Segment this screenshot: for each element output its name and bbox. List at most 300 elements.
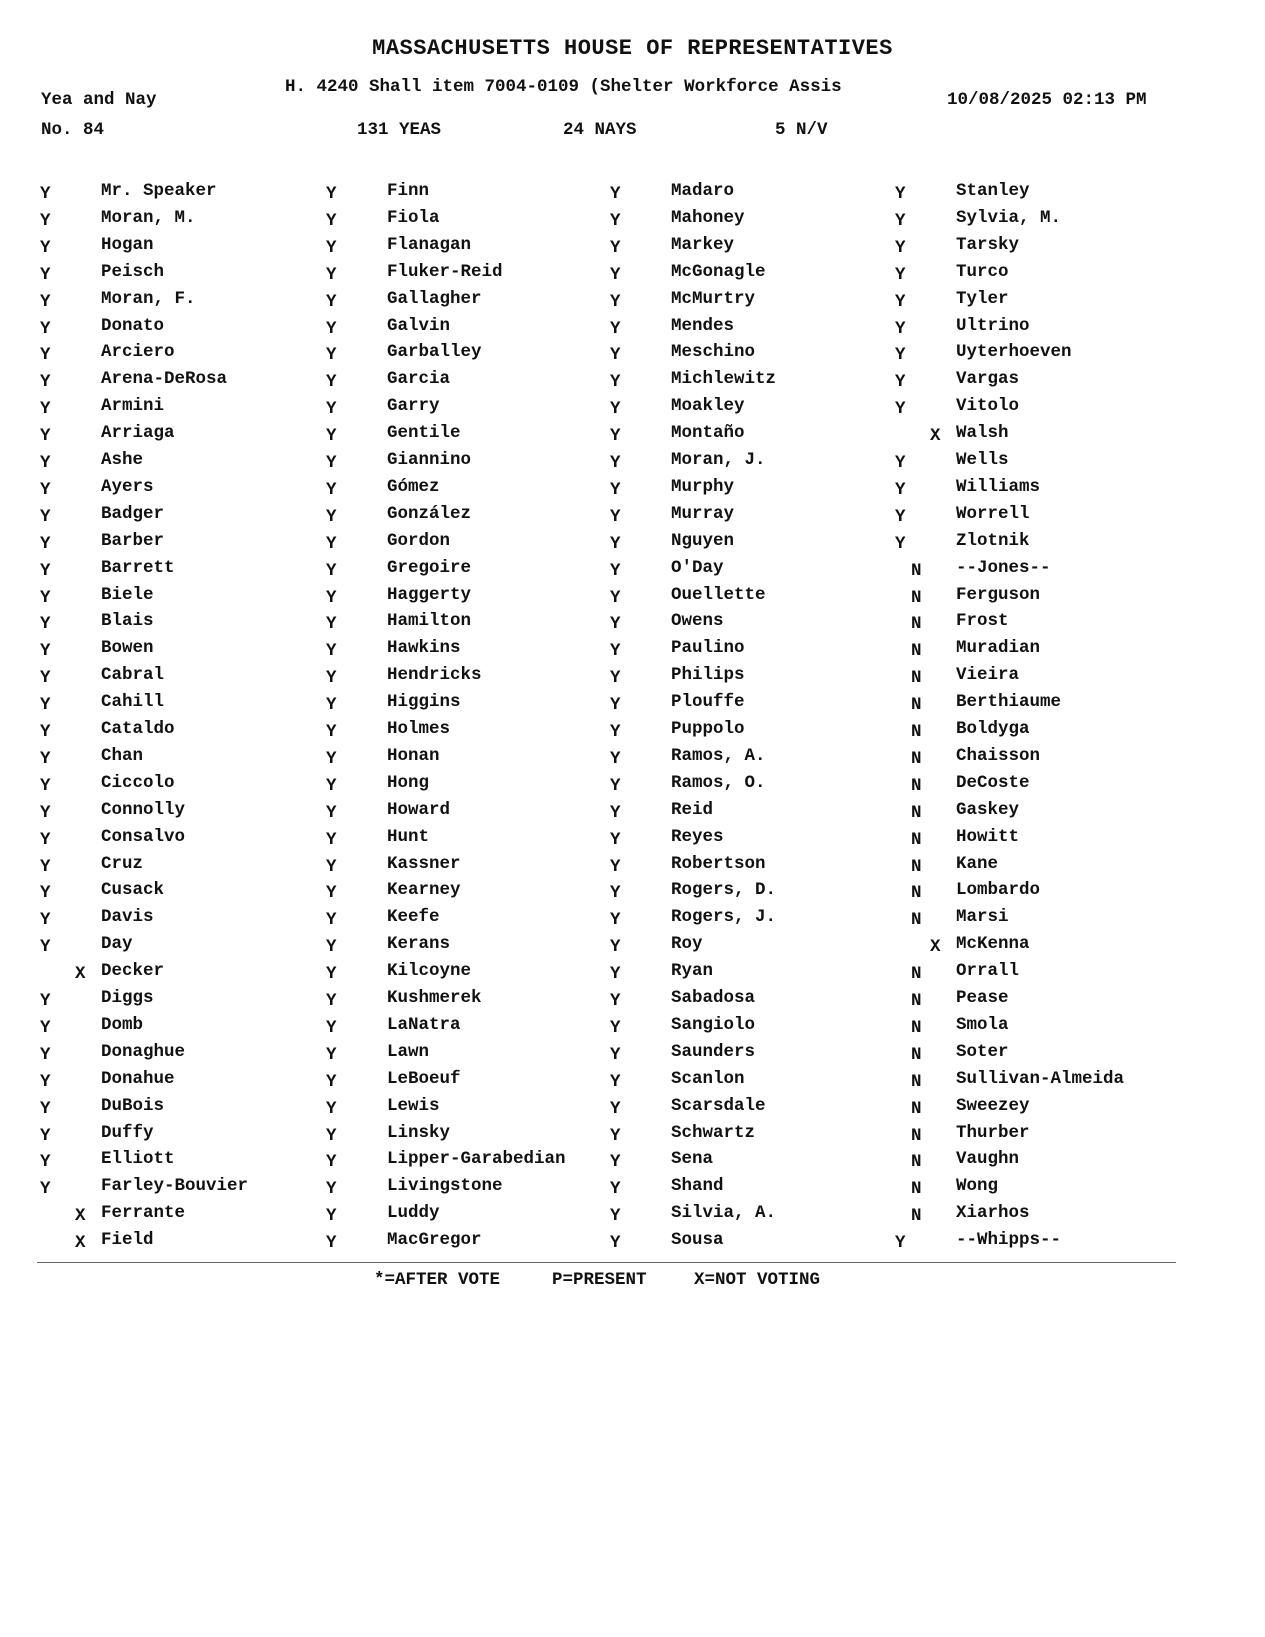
member-name: McKenna [956,934,1030,955]
member-name: Sousa [671,1230,724,1251]
member-name: Haggerty [387,584,472,605]
member-name: Diggs [101,988,154,1008]
vote-mark: Y [40,533,51,554]
member-name: Smola [956,1014,1009,1035]
vote-mark: Y [895,1233,906,1254]
vote-mark: Y [326,668,337,689]
roll-call-number: No. 84 [41,120,105,140]
vote-mark: N [911,1206,922,1227]
vote-mark: Y [40,614,51,635]
member-name: Armini [101,396,165,417]
vote-mark: Y [610,1206,621,1227]
vote-mark: N [911,560,922,581]
vote-mark: Y [40,1125,51,1146]
member-name: Muradian [956,638,1041,659]
member-name: Madaro [671,181,735,201]
vote-mark: Y [610,883,621,904]
member-name: Elliott [101,1149,175,1170]
vote-mark: Y [895,345,906,366]
vote-mark: Y [895,533,906,554]
vote-mark: N [911,1098,922,1119]
member-name: Sweezey [956,1095,1030,1116]
vote-mark: N [911,722,922,742]
vote-mark: Y [326,210,337,231]
member-name: Roy [671,934,703,955]
member-name: Biele [101,584,154,605]
member-name: Wong [956,1176,999,1197]
member-name: Blais [101,611,154,632]
vote-mark: Y [610,264,621,285]
member-name: Ramos, A. [671,745,766,766]
member-name: Ferguson [956,584,1041,605]
vote-mark: Y [326,318,337,339]
vote-mark: Y [40,237,51,258]
member-name: Sullivan-Almeida [956,1068,1125,1089]
member-name: Garcia [387,369,451,390]
motion-description: H. 4240 Shall item 7004-0109 (Shelter Workforce Assis [285,77,842,97]
member-name: Honan [387,745,440,766]
vote-mark: N [911,1044,922,1065]
member-name: Worrell [956,503,1030,524]
vote-mark: Y [326,937,337,958]
vote-mark: Y [326,372,337,393]
vote-mark: Y [326,856,337,877]
member-name: Hamilton [387,611,472,632]
member-name: Flanagan [387,234,472,255]
member-name: Hong [387,772,430,793]
vote-mark: N [911,1071,922,1092]
member-name: Mendes [671,315,735,336]
legend-not-voting: X=NOT VOTING [694,1270,821,1290]
member-name: Peisch [101,261,165,282]
member-name: Kerans [387,934,451,955]
member-name: Kassner [387,853,461,874]
member-name: Domb [101,1014,144,1035]
vote-mark: Y [610,1044,621,1065]
vote-mark: Y [326,345,337,366]
member-name: McGonagle [671,261,766,282]
vote-mark: Y [40,560,51,581]
member-name: Moran, M. [101,207,196,228]
vote-mark: Y [40,587,51,608]
member-name: Moakley [671,396,745,417]
vote-mark: Y [40,856,51,877]
member-name: Ashe [101,450,144,470]
vote-mark: Y [326,1125,337,1146]
member-name: Day [101,934,133,955]
vote-mark: Y [610,991,621,1011]
vote-mark: Y [326,641,337,662]
member-name: Keefe [387,907,440,928]
vote-mark: Y [326,291,337,312]
vote-mark: N [911,775,922,796]
vote-mark: Y [326,829,337,850]
member-name: Schwartz [671,1122,756,1143]
vote-mark: Y [610,964,621,985]
member-name: Connolly [101,799,186,820]
vote-mark: Y [610,506,621,527]
vote-mark: Y [40,210,51,231]
vote-mark: Y [326,184,337,204]
member-name: Howitt [956,826,1020,847]
vote-mark: N [911,695,922,716]
member-name: DeCoste [956,772,1030,793]
member-name: Bowen [101,638,154,659]
member-name: Cataldo [101,719,175,739]
member-name: Ferrante [101,1203,186,1224]
member-name: Donaghue [101,1041,186,1062]
vote-mark: Y [326,1071,337,1092]
vote-mark: Y [326,399,337,420]
vote-mark: Y [326,1206,337,1227]
vote-mark: N [911,614,922,635]
vote-mark: Y [40,184,51,204]
vote-mark: Y [610,426,621,447]
member-name: Fluker-Reid [387,261,503,282]
member-name: Sabadosa [671,988,756,1008]
member-name: McMurtry [671,288,756,309]
vote-mark: N [911,991,922,1011]
member-name: Sena [671,1149,714,1170]
vote-mark: Y [40,883,51,904]
vote-mark: N [911,802,922,823]
vote-mark: Y [40,291,51,312]
member-name: Gómez [387,476,440,497]
member-name: Gregoire [387,557,472,578]
member-name: Williams [956,476,1041,497]
member-name: Boldyga [956,719,1030,739]
member-name: Donahue [101,1068,175,1089]
member-name: Soter [956,1041,1009,1062]
member-name: Walsh [956,423,1009,444]
member-name: --Jones-- [956,557,1051,578]
member-name: Lawn [387,1041,430,1062]
vote-mark: Y [40,668,51,689]
vote-mark: Y [326,264,337,285]
vote-mark: Y [40,695,51,716]
not-voting-count: 5 N/V [775,120,828,140]
vote-mark: Y [326,991,337,1011]
member-name: Arriaga [101,423,175,444]
vote-mark: Y [40,479,51,500]
member-name: Moran, F. [101,288,196,309]
vote-mark: N [911,1152,922,1173]
member-name: Barrett [101,557,175,578]
vote-mark: Y [610,318,621,339]
member-name: Kushmerek [387,988,482,1008]
member-name: Barber [101,530,165,551]
vote-mark: Y [610,910,621,931]
member-name: Badger [101,503,165,524]
member-name: Arciero [101,342,175,363]
yeas-count: 131 YEAS [357,120,442,140]
member-name: Livingstone [387,1176,503,1197]
vote-mark: Y [40,506,51,527]
vote-mark: Y [326,1152,337,1173]
vote-mark: N [911,641,922,662]
vote-mark: Y [610,802,621,823]
member-name: Gallagher [387,288,482,309]
member-name: Berthiaume [956,692,1062,713]
member-name: Hendricks [387,665,482,686]
vote-mark: Y [40,775,51,796]
vote-mark: X [930,937,941,958]
member-name: Orrall [956,961,1020,982]
member-name: Duffy [101,1122,154,1143]
member-name: Vargas [956,369,1020,390]
vote-mark: Y [326,587,337,608]
vote-mark: Y [610,587,621,608]
member-name: Kearney [387,880,461,901]
member-name: Murphy [671,476,735,497]
member-name: Ryan [671,961,714,982]
vote-mark: Y [895,399,906,420]
vote-mark: Y [610,668,621,689]
member-name: Hogan [101,234,154,255]
vote-mark: Y [326,237,337,258]
member-name: Plouffe [671,692,745,713]
vote-mark: Y [40,1098,51,1119]
vote-mark: Y [326,722,337,742]
vote-mark: Y [326,506,337,527]
member-name: Robertson [671,853,766,874]
member-name: Thurber [956,1122,1030,1143]
member-name: Scarsdale [671,1095,766,1116]
vote-mark: Y [895,210,906,231]
footer-divider [37,1262,1176,1263]
vote-mark: X [75,964,86,985]
member-name: Finn [387,181,430,201]
vote-mark: Y [895,318,906,339]
member-name: Nguyen [671,530,735,551]
vote-mark: Y [895,372,906,393]
member-name: Sangiolo [671,1014,756,1035]
vote-mark: N [911,587,922,608]
member-name: Cusack [101,880,165,901]
vote-mark: Y [326,1233,337,1254]
member-name: Wells [956,450,1009,470]
member-name: Owens [671,611,724,632]
vote-mark: Y [610,695,621,716]
member-name: Consalvo [101,826,186,847]
vote-mark: Y [40,264,51,285]
member-name: Decker [101,961,165,982]
member-name: Xiarhos [956,1203,1030,1224]
member-name: Donato [101,315,165,336]
vote-mark: Y [895,237,906,258]
vote-mark: X [75,1206,86,1227]
vote-mark: N [911,1125,922,1146]
member-name: Sylvia, M. [956,207,1062,228]
vote-mark: Y [610,479,621,500]
member-name: Galvin [387,315,451,336]
vote-mark: Y [610,533,621,554]
member-name: Higgins [387,692,461,713]
vote-mark: N [911,1179,922,1200]
document-title: MASSACHUSETTS HOUSE OF REPRESENTATIVES [372,36,893,61]
member-name: Chan [101,745,144,766]
member-name: Marsi [956,907,1009,928]
member-name: Linsky [387,1122,451,1143]
member-name: Farley-Bouvier [101,1176,249,1197]
vote-mark: Y [610,1098,621,1119]
vote-datetime: 10/08/2025 02:13 PM [947,90,1147,110]
vote-mark: Y [610,856,621,877]
vote-mark: Y [610,614,621,635]
vote-mark: Y [895,291,906,312]
vote-mark: Y [326,910,337,931]
member-name: Gaskey [956,799,1020,820]
vote-mark: Y [326,426,337,447]
member-name: Vieira [956,665,1020,686]
member-name: Shand [671,1176,724,1197]
vote-mark: Y [40,345,51,366]
legend-after-vote: *=AFTER VOTE [374,1270,501,1290]
vote-mark: Y [326,695,337,716]
vote-mark: Y [40,426,51,447]
vote-mark: Y [326,964,337,985]
vote-mark: Y [610,291,621,312]
member-name: Field [101,1230,154,1251]
vote-mark: Y [40,937,51,958]
vote-mark: Y [610,237,621,258]
vote-mark: Y [610,184,621,204]
member-name: Gentile [387,423,461,444]
member-name: Howard [387,799,451,820]
member-name: Cruz [101,853,144,874]
member-name: Murray [671,503,735,524]
member-name: Stanley [956,181,1030,201]
vote-mark: Y [326,1044,337,1065]
vote-mark: Y [40,1017,51,1038]
member-name: Puppolo [671,719,745,739]
member-name: Davis [101,907,154,928]
member-name: Lewis [387,1095,440,1116]
vote-mark: Y [40,722,51,742]
member-name: Turco [956,261,1009,282]
vote-mark: Y [40,910,51,931]
vote-mark: N [911,856,922,877]
vote-mark: Y [40,318,51,339]
member-name: Reid [671,799,714,820]
vote-mark: Y [326,1017,337,1038]
member-name: Pease [956,988,1009,1008]
member-name: González [387,503,472,524]
vote-mark: Y [40,991,51,1011]
member-name: Moran, J. [671,450,766,470]
member-name: LaNatra [387,1014,461,1035]
member-name: LeBoeuf [387,1068,461,1089]
member-name: Frost [956,611,1009,632]
vote-mark: Y [326,1098,337,1119]
vote-mark: N [911,748,922,769]
vote-mark: Y [895,453,906,473]
member-name: Ciccolo [101,772,175,793]
vote-mark: Y [40,1152,51,1173]
member-name: Vaughn [956,1149,1020,1170]
vote-mark: N [911,1017,922,1038]
vote-mark: Y [40,748,51,769]
member-name: Tarsky [956,234,1020,255]
member-name: Ultrino [956,315,1030,336]
member-name: Saunders [671,1041,756,1062]
vote-mark: Y [610,560,621,581]
member-name: Lombardo [956,880,1041,901]
vote-mark: Y [895,506,906,527]
member-name: Markey [671,234,735,255]
vote-type: Yea and Nay [41,90,157,110]
member-name: Reyes [671,826,724,847]
member-name: Kane [956,853,999,874]
vote-mark: Y [895,184,906,204]
member-name: Garballey [387,342,482,363]
member-name: Meschino [671,342,756,363]
member-name: Giannino [387,450,472,470]
member-name: Rogers, J. [671,907,777,928]
member-name: Philips [671,665,745,686]
vote-mark: N [911,910,922,931]
member-name: Michlewitz [671,369,777,390]
vote-mark: Y [610,1179,621,1200]
member-name: Mahoney [671,207,745,228]
vote-mark: Y [610,372,621,393]
member-name: Ayers [101,476,154,497]
vote-mark: Y [40,641,51,662]
member-name: Mr. Speaker [101,181,217,201]
vote-mark: Y [40,802,51,823]
vote-mark: Y [40,1179,51,1200]
vote-mark: Y [326,560,337,581]
legend-present: P=PRESENT [552,1270,647,1290]
vote-mark: N [911,964,922,985]
vote-mark: Y [610,722,621,742]
vote-mark: Y [40,453,51,473]
member-name: Ouellette [671,584,766,605]
vote-mark: Y [610,829,621,850]
nays-count: 24 NAYS [563,120,637,140]
member-name: Rogers, D. [671,880,777,901]
vote-mark: X [75,1233,86,1254]
member-name: Kilcoyne [387,961,472,982]
vote-mark: Y [326,614,337,635]
vote-mark: N [911,668,922,689]
vote-mark: Y [895,264,906,285]
member-name: Scanlon [671,1068,745,1089]
vote-mark: Y [610,453,621,473]
member-name: MacGregor [387,1230,482,1251]
vote-mark: Y [326,453,337,473]
member-name: DuBois [101,1095,165,1116]
vote-mark: Y [326,883,337,904]
member-name: Silvia, A. [671,1203,777,1224]
member-name: Cabral [101,665,165,686]
member-name: O'Day [671,557,724,578]
member-name: Ramos, O. [671,772,766,793]
vote-mark: Y [326,1179,337,1200]
member-name: Cahill [101,692,165,713]
member-name: Paulino [671,638,745,659]
vote-mark: Y [610,210,621,231]
vote-mark: N [911,883,922,904]
member-name: Holmes [387,719,451,739]
vote-mark: Y [610,1017,621,1038]
vote-mark: Y [326,533,337,554]
vote-mark: Y [326,775,337,796]
vote-mark: Y [610,775,621,796]
member-name: Hawkins [387,638,461,659]
vote-mark: Y [610,937,621,958]
member-name: Chaisson [956,745,1041,766]
